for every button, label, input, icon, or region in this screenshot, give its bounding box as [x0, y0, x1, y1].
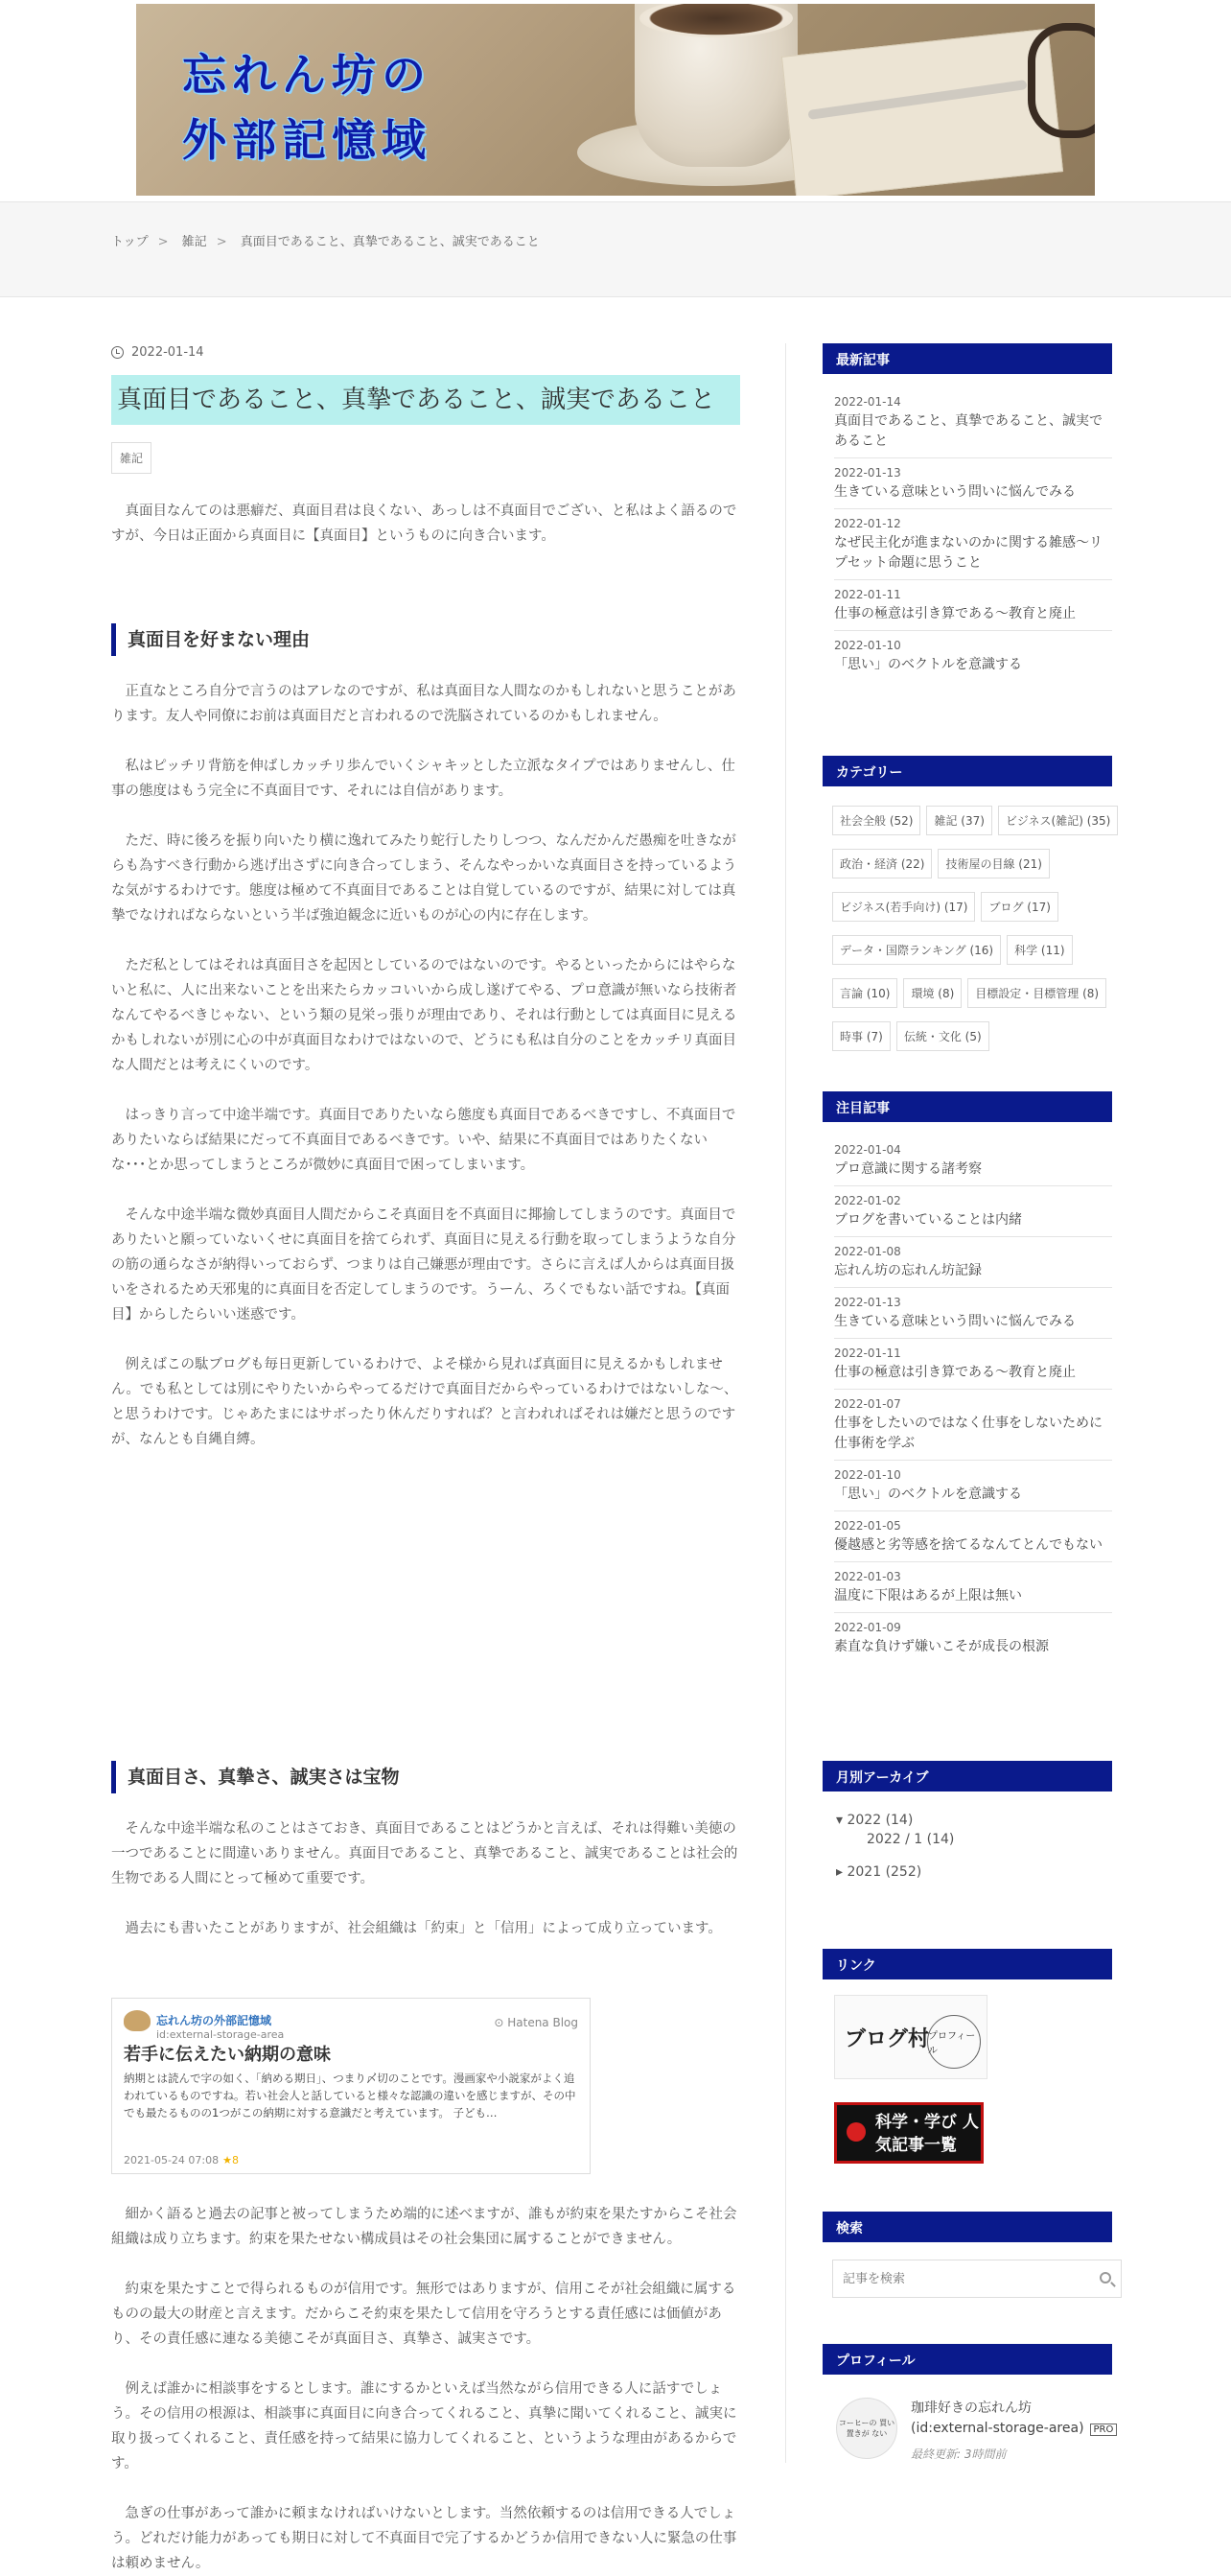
item-date: 2022-01-02 [834, 1194, 901, 1207]
profile-name[interactable]: 珈琲好きの忘れん坊 [911, 2400, 1032, 2416]
section-heading: 真面目さ、真摯さ、誠実さは宝物 [111, 1761, 740, 1793]
blogmura-banner[interactable] [834, 1995, 987, 2079]
blog-title-line2: 外部記憶域 [182, 114, 431, 166]
category-chip[interactable]: 環境 (8) [903, 978, 962, 1008]
item-date: 2022-01-11 [834, 1347, 901, 1360]
clock-icon [111, 346, 124, 359]
archive-list [823, 1813, 954, 1884]
blog-card-id: id:external-storage-area [156, 2028, 285, 2041]
item-title[interactable]: 素直な負けず嫌いこそが成長の根源 [834, 1639, 1049, 1654]
category-list [823, 806, 1120, 1051]
list-item[interactable] [834, 395, 1112, 458]
blog-card-site[interactable]: 忘れん坊の外部記憶域 [156, 2014, 272, 2027]
blog-card-date: 2021-05-24 07:08 [124, 2154, 220, 2166]
category-chip[interactable]: 時事 (7) [832, 1021, 891, 1051]
paragraph: 約束を果たすことで得られるものが信用です。無形ではありますが、信用こそが社会組織に属するものの最大の財産と言えます。だからこそ約束を果たして信用を守ろうとする責任感には価値があり、その責任感に連なる美徳こそが真面目さ、真摯さ、誠実さです。 [111, 2282, 736, 2347]
column-divider [785, 343, 786, 2463]
category-chip[interactable]: 目標設定・目標管理 (8) [967, 978, 1106, 1008]
paragraph: 急ぎの仕事があって誰かに頼まなければいけないとします。当然依頼するのは信用できる人でしょう。どれだけ能力があっても期日に対して不真面目で完了するかどうか信用できない人に緊急の仕事は頼めません。 [111, 2506, 737, 2571]
header-banner[interactable] [136, 4, 1095, 196]
archive-year-2022[interactable]: ▾ 2022 (14) [836, 1813, 914, 1828]
item-title[interactable]: 忘れん坊の忘れん坊記録 [834, 1263, 982, 1278]
paragraph: 私はピッチリ背筋を伸ばしカッチリ歩んでいくシャキッとした立派なタイプではありませんし、仕事の態度はもう完全に不真面目です、それには自信があります。 [111, 759, 735, 799]
archive-year-label[interactable]: 2021 (252) [847, 1864, 922, 1880]
paragraph: 過去にも書いたことがありますが、社会組織は「約束」と「信用」によって成り立っています。 [125, 1921, 722, 1936]
list-item[interactable] [834, 580, 1112, 631]
category-chip[interactable]: ブログ (17) [981, 892, 1057, 922]
embedded-blog-card[interactable] [111, 1998, 591, 2174]
list-item[interactable] [834, 509, 1112, 580]
sidebar-heading-profile: プロフィール [823, 2344, 1112, 2375]
archive-month[interactable]: 2022 / 1 (14) [867, 1832, 955, 1847]
list-item[interactable] [834, 631, 1112, 681]
profile-updated: 最終更新: 3時間前 [911, 2447, 1007, 2461]
item-title[interactable]: 仕事の極意は引き算である～教育と廃止 [834, 606, 1076, 621]
list-item[interactable] [834, 1562, 1112, 1613]
item-title[interactable]: 仕事の極意は引き算である～教育と廃止 [834, 1365, 1076, 1380]
paragraph: 正直なところ自分で言うのはアレなのですが、私は真面目な人間なのかもしれないと思うことがあります。友人や同僚にお前は真面目だと言われるので洗脳されているのかもしれません。 [111, 684, 736, 724]
item-date: 2022-01-10 [834, 1468, 901, 1482]
article-date-line [111, 345, 740, 360]
article-date[interactable]: 2022-01-14 [131, 345, 204, 360]
link-banner-science[interactable] [834, 2102, 984, 2164]
paragraph: 例えば誰かに相談事をするとします。誰にするかといえば当然ながら信用できる人に話すでしょう。その信用の根源は、相談事に真面目に向き合ってくれること、真摯に聞いてくれること、誠実に取り扱ってくれること、責任感を持って結果に協力してくれること、というような理由があるからです。 [111, 2381, 737, 2471]
hatena-blog-logo: ⊙ Hatena Blog [494, 2016, 578, 2029]
hatena-blog-label: Hatena Blog [507, 2016, 578, 2029]
item-title[interactable]: 「思い」のベクトルを意識する [834, 657, 1022, 672]
item-date: 2022-01-12 [834, 517, 901, 530]
item-title[interactable]: プロ意識に関する諸考察 [834, 1161, 982, 1177]
search-input[interactable] [833, 2260, 1082, 2297]
breadcrumb-separator: > [216, 235, 227, 249]
item-title[interactable]: ブログを書いていることは内緒 [834, 1212, 1022, 1228]
item-date: 2022-01-04 [834, 1143, 901, 1157]
item-date: 2022-01-11 [834, 588, 901, 601]
article-body [111, 499, 740, 2571]
category-chip[interactable]: 雑記 (37) [926, 806, 991, 835]
paragraph: ただ私としてはそれは真面目さを起因としているのではないのです。やるといったからにはやらないと私に、人に出来ないことを出来たらカッコいいから成し遂げてやる、プロ意識が無いなら技術者なんてやるべきじゃない、という類の見栄っ張りが理由であり、それは行動としては真面目に見えるかもしれないが別に心の中が真面目なわけではないので、どうにも私は自分のことをカッチリ真面目な人間だとは考えにくいのです。 [111, 958, 737, 1073]
archive-year-label[interactable]: 2022 (14) [847, 1813, 914, 1828]
header [0, 0, 1231, 201]
avatar[interactable]: コーヒーの 買い置きが ない [836, 2398, 897, 2459]
category-chip[interactable]: データ・国際ランキング (16) [832, 935, 1001, 965]
paragraph: そんな中途半端な微妙真面目人間だからこそ真面目を不真面目に揶揄してしまうのです。真面目でありたいと願っていないくせに真面目を捨てられず、真面目に見える行動を取ってしまうような自分の筋の通らなさが納得いっておらず、つまりは自己嫌悪が理由です。さらに言えば人からは真面目扱いをされるため天邪鬼的に真面目を否定してしまうのです。うーん、ろくでもない話ですね。【真面目】からしたらいい迷惑です。 [111, 1207, 736, 1323]
sidebar-heading-archive: 月別アーカイブ [823, 1761, 1112, 1791]
item-date: 2022-01-10 [834, 639, 901, 652]
category-chip[interactable]: 科学 (11) [1007, 935, 1072, 965]
item-date: 2022-01-05 [834, 1519, 901, 1533]
list-item[interactable] [834, 1511, 1112, 1562]
category-chip[interactable]: ビジネス(雑記) (35) [998, 806, 1118, 835]
item-date: 2022-01-13 [834, 466, 901, 480]
blog-card-title[interactable]: 若手に伝えたい納期の意味 [124, 2045, 331, 2065]
search-box [832, 2260, 1122, 2298]
sidebar-heading-featured: 注目記事 [823, 1091, 1112, 1122]
list-item[interactable] [834, 458, 1112, 509]
sidebar-heading-search: 検索 [823, 2212, 1112, 2242]
paragraph: 真面目なんてのは悪癖だ、真面目君は良くない、あっしは不真面目でござい、と私はよく語るのですが、今日は正面から真面目に【真面目】というものに向き合います。 [111, 503, 737, 544]
list-item[interactable] [834, 1613, 1112, 1663]
item-date: 2022-01-13 [834, 1296, 901, 1309]
section-heading: 真面目を好まない理由 [111, 623, 740, 656]
article-title[interactable]: 真面目であること、真摯であること、誠実であること [111, 375, 740, 425]
breadcrumb-category[interactable]: 雑記 [181, 235, 207, 249]
item-date: 2022-01-03 [834, 1570, 901, 1583]
category-chip[interactable]: ビジネス(若手向け) (17) [832, 892, 975, 922]
category-chip[interactable]: 技術屋の目線 (21) [938, 849, 1049, 878]
item-title[interactable]: 仕事をしたいのではなく仕事をしないために仕事術を学ぶ [834, 1416, 1103, 1451]
category-chip[interactable]: 伝統・文化 (5) [896, 1021, 989, 1051]
item-title[interactable]: 真面目であること、真摯であること、誠実であること [834, 413, 1103, 449]
paragraph: そんな中途半端な私のことはさておき、真面目であることはどうかと言えば、それは得難い美徳の一つであることに間違いありません。真面目であること、真摯であること、誠実であることは社会的生物である人間にとって極めて重要です。 [111, 1821, 738, 1886]
breadcrumb-band [0, 201, 1231, 297]
sidebar-heading-recent: 最新記事 [823, 343, 1112, 374]
list-item[interactable] [834, 1288, 1112, 1339]
profile-id[interactable]: (id:external-storage-area) [911, 2421, 1084, 2436]
science-ranking-banner[interactable] [834, 2102, 984, 2164]
article [111, 345, 740, 2571]
category-chip[interactable]: 社会全般 (52) [832, 806, 920, 835]
list-item[interactable] [834, 1186, 1112, 1237]
breadcrumb-current: 真面目であること、真摯であること、誠実であること [240, 235, 540, 249]
item-date: 2022-01-08 [834, 1245, 901, 1258]
sidebar-heading-category: カテゴリー [823, 756, 1112, 786]
category-chip[interactable]: 政治・経済 (22) [832, 849, 932, 878]
archive-year-2021[interactable]: ▸ 2021 (252) [836, 1864, 922, 1880]
breadcrumb-separator: > [157, 235, 169, 249]
breadcrumb [111, 231, 546, 249]
item-date: 2022-01-14 [834, 395, 901, 409]
paragraph: 例えばこの駄ブログも毎日更新しているわけで、よそ様から見れば真面目に見えるかもしれません。でも私としては別にやりたいからやってるだけで真面目だからやっているわけではないしな～、と思うわけです。じゃあたまにはサボったり休んだりすれば？と言われればそれは嫌だと思うのですが、なんとも自縄自縛。 [111, 1357, 738, 1447]
recent-list [823, 395, 1112, 681]
item-title[interactable]: 「思い」のベクトルを意識する [834, 1487, 1022, 1502]
blogmura-label: ブログ村 [845, 2027, 930, 2051]
featured-list [823, 1143, 1112, 1663]
blog-logo-icon [124, 2010, 151, 2031]
item-date: 2022-01-09 [834, 1621, 901, 1634]
list-item[interactable] [834, 1339, 1112, 1390]
flame-icon [847, 2122, 866, 2142]
item-title[interactable]: 温度に下限はあるが上限は無い [834, 1588, 1022, 1604]
item-date: 2022-01-07 [834, 1397, 901, 1411]
item-title[interactable]: なぜ民主化が進まないのかに関する雑感〜リプセット命題に思うこと [834, 535, 1103, 571]
item-title[interactable]: 生きている意味という問いに悩んでみる [834, 484, 1076, 500]
sidebar [823, 343, 1122, 2461]
pro-badge: PRO [1090, 2424, 1118, 2436]
blog-title [182, 42, 431, 173]
profile-id-line [911, 2421, 1117, 2436]
paragraph: ただ、時に後ろを振り向いたり横に逸れてみたり蛇行したりしつつ、なんだかんだ愚痴を吐きながらも為すべき行動から逃げ出さずに向き合ってしまう、そんなやっかいな真面目さを持っているような気がするわけです。態度は極めて不真面目であることは自覚しているのですが、結果に対しては真摯でなければならないという半ば強迫観念に近いものが心の内に存在します。 [111, 833, 737, 924]
list-item[interactable] [834, 1461, 1112, 1511]
sidebar-heading-links: リンク [823, 1949, 1112, 1979]
list-item[interactable] [834, 1237, 1112, 1288]
blog-card-description: 納期とは読んで字の如く、「納める期日」、つまり〆切のことです。漫画家や小説家がよく追われているものですね。若い社会人と話していると様々な認識の違いを感じますが、その中でも最たるものの1つがこの納期に対する意識だと考えています。 子ども… [124, 2072, 576, 2119]
blog-title-line1: 忘れん坊の [182, 49, 431, 101]
profile-block [823, 2392, 1122, 2469]
link-banner-blogmura[interactable] [834, 1995, 987, 2079]
breadcrumb-top[interactable]: トップ [111, 235, 149, 249]
article-category-tag[interactable]: 雑記 [111, 442, 151, 474]
glasses-image [1028, 23, 1095, 138]
star-count: ★8 [222, 2154, 239, 2166]
paragraph: はっきり言って中途半端です。真面目でありたいなら態度も真面目であるべきですし、不真面目でありたいならば結果にだって不真面目であるべきです。いや、結果に不真面目ではありたくないな･･･とか思ってしまうところが微妙に真面目で困ってしまいます。 [111, 1108, 736, 1173]
list-item[interactable] [834, 1143, 1112, 1186]
category-chip[interactable]: 言論 (10) [832, 978, 897, 1008]
search-icon[interactable] [1100, 2272, 1111, 2283]
list-item[interactable] [834, 1390, 1112, 1461]
science-banner-label: 科学・学び 人気記事一覧 [875, 2113, 979, 2155]
item-title[interactable]: 優越感と劣等感を捨てるなんてとんでもない [834, 1537, 1103, 1553]
item-title[interactable]: 生きている意味という問いに悩んでみる [834, 1314, 1076, 1329]
blog-card-meta [124, 2148, 239, 2173]
profile-badge: プロフィール [927, 2015, 981, 2069]
paragraph: 細かく語ると過去の記事と被ってしまうため端的に述べますが、誰もが約束を果たすからこそ社会組織は成り立ちます。約束を果たせない構成員はその社会集団に属することができません。 [111, 2207, 737, 2247]
